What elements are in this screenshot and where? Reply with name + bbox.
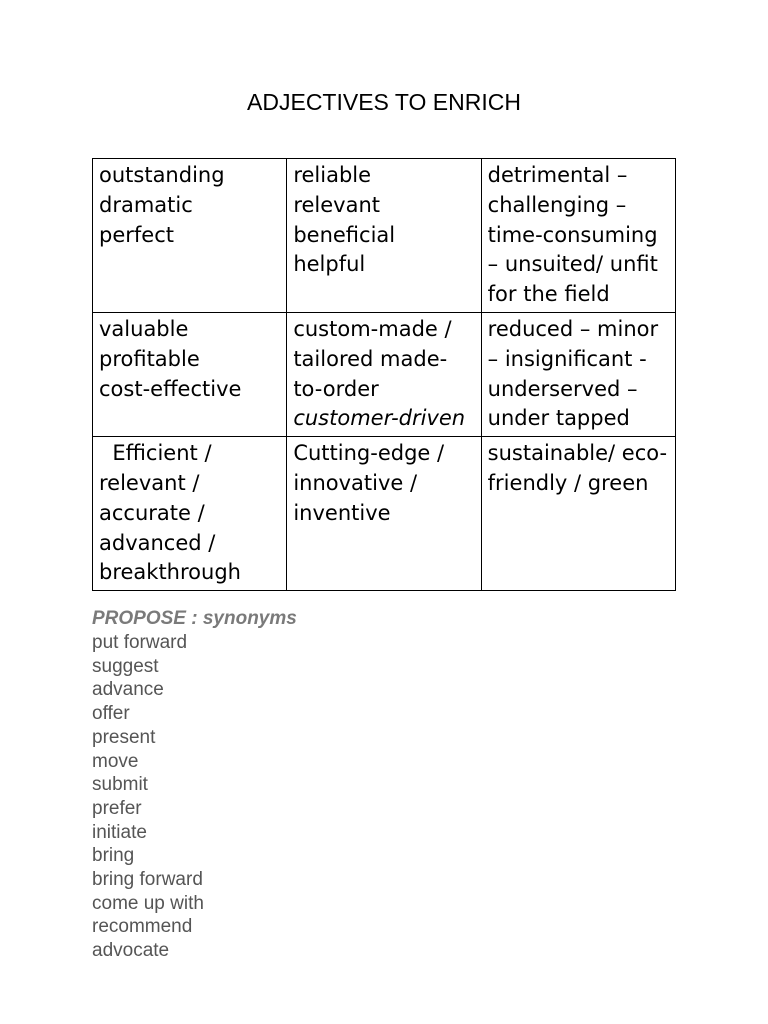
- cell-line: Efficient /: [99, 441, 212, 466]
- list-item: present: [92, 726, 156, 748]
- table-cell: [93, 437, 287, 591]
- table-row: [93, 159, 676, 313]
- cell-line: innovative /: [293, 470, 418, 495]
- cell-line: – insignificant -: [487, 346, 647, 371]
- cell-line: tailored made-: [293, 346, 448, 371]
- cell-line: time-consuming: [487, 222, 658, 247]
- list-item: suggest: [92, 655, 159, 677]
- cell-line: helpful: [293, 252, 366, 277]
- table-cell: [287, 159, 481, 313]
- cell-line: reliable: [293, 163, 372, 187]
- cell-line: relevant: [293, 192, 381, 217]
- table-cell: [287, 437, 481, 591]
- cell-line: reduced – minor: [487, 316, 659, 341]
- cell-line: perfect: [99, 222, 174, 247]
- cell-line: inventive: [293, 500, 391, 525]
- cell-line: detrimental –: [487, 163, 628, 187]
- synonyms-list: [92, 631, 297, 963]
- cell-line: dramatic: [99, 192, 193, 217]
- synonyms-section: [92, 607, 297, 963]
- adjectives-table: [92, 158, 676, 591]
- list-item: prefer: [92, 797, 142, 819]
- table-row: [93, 312, 676, 436]
- cell-line: beneficial: [293, 222, 396, 247]
- synonyms-heading: PROPOSE : synonyms: [92, 608, 297, 629]
- table-cell: [481, 437, 675, 591]
- cell-line: valuable: [99, 316, 189, 341]
- table-cell: [481, 159, 675, 313]
- cell-line: sustainable/ eco-: [487, 441, 668, 466]
- cell-line: for the field: [487, 282, 610, 307]
- list-item: put forward: [92, 632, 188, 653]
- table-cell: [287, 312, 481, 436]
- list-item: move: [92, 750, 139, 772]
- list-item: submit: [92, 774, 148, 796]
- list-item: bring: [92, 845, 135, 867]
- cell-line: friendly / green: [487, 470, 649, 495]
- cell-line: Cutting-edge /: [293, 441, 445, 466]
- page-title: ADJECTIVES TO ENRICH: [247, 89, 521, 115]
- list-item: advocate: [92, 940, 170, 962]
- cell-line: accurate /: [99, 500, 205, 525]
- cell-line: underserved –: [487, 376, 638, 401]
- cell-line: under tapped: [487, 406, 630, 431]
- table-cell: [481, 312, 675, 436]
- cell-line: breakthrough: [99, 560, 241, 585]
- list-item: initiate: [92, 821, 147, 843]
- cell-line: profitable: [99, 346, 200, 371]
- list-item: offer: [92, 703, 130, 725]
- cell-line: to-order: [293, 376, 379, 401]
- list-item: recommend: [92, 916, 193, 938]
- cell-line: relevant /: [99, 470, 200, 495]
- cell-line: – unsuited/ unfit: [487, 252, 658, 277]
- table-row: [93, 437, 676, 591]
- table-cell: [93, 312, 287, 436]
- cell-line: custom-made /: [293, 316, 452, 341]
- cell-line: outstanding: [99, 163, 225, 187]
- table-cell: [93, 159, 287, 313]
- cell-line-italic: customer-driven: [293, 406, 466, 431]
- list-item: advance: [92, 679, 164, 701]
- list-item: bring forward: [92, 869, 203, 891]
- list-item: come up with: [92, 892, 204, 914]
- cell-line: challenging –: [487, 192, 627, 217]
- cell-line: cost-effective: [99, 376, 242, 401]
- cell-line: advanced /: [99, 530, 216, 555]
